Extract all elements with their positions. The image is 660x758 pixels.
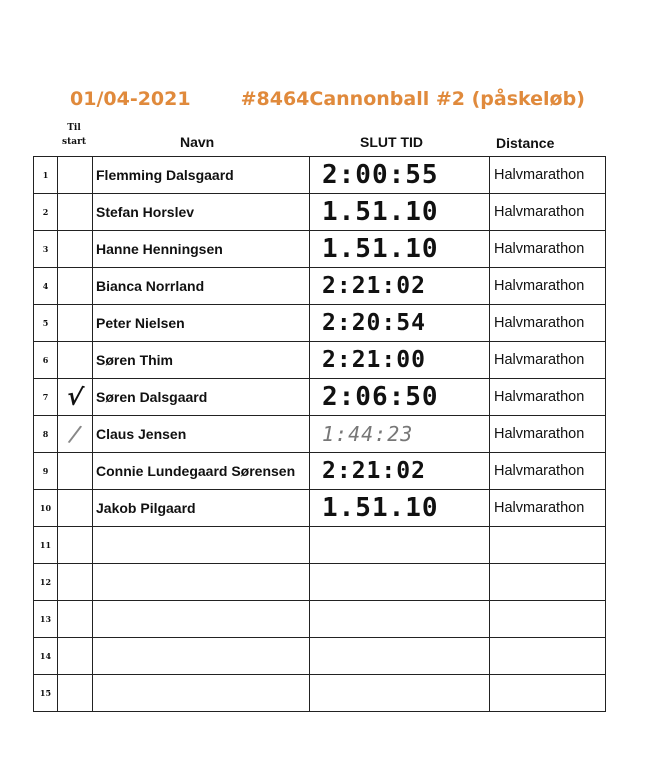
runner-name-cell: Søren Dalsgaard — [93, 379, 310, 416]
runner-name-cell: Hanne Henningsen — [93, 231, 310, 268]
row-number-cell: 13 — [34, 601, 58, 638]
start-check-cell — [58, 416, 93, 453]
start-check-cell — [58, 305, 93, 342]
table-row — [34, 231, 606, 268]
start-check-cell — [58, 601, 93, 638]
table-row — [34, 379, 606, 416]
row-number-cell: 9 — [34, 453, 58, 490]
finish-time-cell: 1.51.10 — [310, 231, 490, 268]
table-row — [34, 416, 606, 453]
runner-name-cell — [93, 564, 310, 601]
row-number-cell: 7 — [34, 379, 58, 416]
distance-cell: Halvmarathon — [490, 453, 606, 490]
table-row — [34, 194, 606, 231]
sheet-title — [70, 88, 585, 110]
start-check-cell — [58, 194, 93, 231]
finish-time-cell: 2:21:02 — [310, 268, 490, 305]
table-row — [34, 453, 606, 490]
check-mark: / — [66, 419, 84, 449]
distance-cell: Halvmarathon — [490, 416, 606, 453]
finish-time-cell: 2:21:02 — [310, 453, 490, 490]
start-check-cell — [58, 268, 93, 305]
table-row — [34, 675, 606, 712]
table-row — [34, 527, 606, 564]
finish-time-cell — [310, 638, 490, 675]
runner-name-cell: Claus Jensen — [93, 416, 310, 453]
runner-name-cell — [93, 527, 310, 564]
table-row — [34, 564, 606, 601]
table-row — [34, 305, 606, 342]
event-name: #8464Cannonball #2 (påskeløb) — [240, 88, 585, 110]
race-date: 01/04-2021 — [70, 88, 191, 110]
start-check-cell — [58, 527, 93, 564]
til-start-header — [60, 121, 88, 149]
distance-cell — [490, 601, 606, 638]
runner-name-cell: Jakob Pilgaard — [93, 490, 310, 527]
row-number-cell: 1 — [34, 157, 58, 194]
results-body — [34, 157, 606, 712]
distance-cell: Halvmarathon — [490, 231, 606, 268]
finish-time-cell — [310, 564, 490, 601]
runner-name-cell: Søren Thim — [93, 342, 310, 379]
distance-cell: Halvmarathon — [490, 157, 606, 194]
distance-cell — [490, 564, 606, 601]
distance-header: Distance — [496, 135, 555, 151]
distance-cell: Halvmarathon — [490, 379, 606, 416]
distance-cell — [490, 527, 606, 564]
finish-time-cell — [310, 675, 490, 712]
finish-time-cell: 1.51.10 — [310, 490, 490, 527]
row-number-cell: 10 — [34, 490, 58, 527]
table-row — [34, 601, 606, 638]
finish-time-cell: 1:44:23 — [310, 416, 490, 453]
distance-cell: Halvmarathon — [490, 305, 606, 342]
distance-cell — [490, 638, 606, 675]
table-row — [34, 342, 606, 379]
results-table — [33, 156, 606, 712]
runner-name-cell — [93, 675, 310, 712]
row-number-cell: 14 — [34, 638, 58, 675]
start-check-cell — [58, 564, 93, 601]
start-check-cell — [58, 231, 93, 268]
start-check-cell — [58, 453, 93, 490]
finish-time-cell: 2:20:54 — [310, 305, 490, 342]
finish-time-cell — [310, 601, 490, 638]
finish-time-cell — [310, 527, 490, 564]
distance-cell: Halvmarathon — [490, 342, 606, 379]
start-check-cell — [58, 638, 93, 675]
check-mark: √ — [65, 382, 85, 412]
runner-name-cell: Flemming Dalsgaard — [93, 157, 310, 194]
row-number-cell: 8 — [34, 416, 58, 453]
row-number-cell: 15 — [34, 675, 58, 712]
slut-tid-header: SLUT TID — [360, 134, 423, 150]
table-row — [34, 490, 606, 527]
runner-name-cell — [93, 601, 310, 638]
row-number-cell: 2 — [34, 194, 58, 231]
runner-name-cell: Connie Lundegaard Sørensen — [93, 453, 310, 490]
row-number-cell: 12 — [34, 564, 58, 601]
distance-cell — [490, 675, 606, 712]
til-start-header-line2: start — [62, 137, 86, 147]
finish-time-cell: 2:06:50 — [310, 379, 490, 416]
runner-name-cell: Stefan Horslev — [93, 194, 310, 231]
runner-name-cell: Bianca Norrland — [93, 268, 310, 305]
start-check-cell — [58, 379, 93, 416]
runner-name-cell — [93, 638, 310, 675]
table-row — [34, 638, 606, 675]
start-check-cell — [58, 675, 93, 712]
row-number-cell: 4 — [34, 268, 58, 305]
navn-header: Navn — [180, 134, 215, 150]
row-number-cell: 3 — [34, 231, 58, 268]
start-check-cell — [58, 342, 93, 379]
row-number-cell: 11 — [34, 527, 58, 564]
finish-time-cell: 1.51.10 — [310, 194, 490, 231]
start-check-cell — [58, 157, 93, 194]
distance-cell: Halvmarathon — [490, 268, 606, 305]
distance-cell: Halvmarathon — [490, 194, 606, 231]
table-row — [34, 157, 606, 194]
start-check-cell — [58, 490, 93, 527]
finish-time-cell: 2:21:00 — [310, 342, 490, 379]
finish-time-cell: 2:00:55 — [310, 157, 490, 194]
til-start-header-line1: Til — [67, 123, 81, 133]
distance-cell: Halvmarathon — [490, 490, 606, 527]
row-number-cell: 5 — [34, 305, 58, 342]
row-number-cell: 6 — [34, 342, 58, 379]
runner-name-cell: Peter Nielsen — [93, 305, 310, 342]
table-row — [34, 268, 606, 305]
